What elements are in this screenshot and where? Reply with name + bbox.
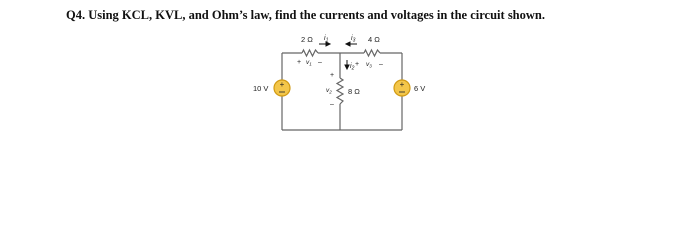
voltage-source-right [394,80,410,96]
source-plus-right: + [399,80,405,89]
label-i1: $i_1$ [324,35,329,44]
question-text: Q4. Using KCL, KVL, and Ohm’s law, find the currents and voltages in the circuit shown. [66,8,545,22]
label-v2-plus: + [330,72,335,79]
label-source-right: 6 V [414,84,426,93]
label-i3: $i_3$ [351,35,356,44]
label-v1: $v_1$ [306,59,312,67]
arrow-i3-head [346,42,350,46]
label-v2-minus: – [330,101,334,108]
label-source-left: 10 V [253,84,269,93]
resistor-r3 [364,50,380,56]
label-r2: 8 Ω [348,87,360,96]
label-v1-minus: – [318,59,322,66]
label-v2: $v_2$ [326,87,332,95]
resistor-r2 [337,78,343,104]
resistor-r1 [302,50,318,56]
label-v3-plus: + [355,61,360,68]
label-r1: 2 Ω [301,35,313,44]
label-v1-plus: + [297,59,302,66]
source-plus-left: + [279,80,285,89]
voltage-source-left [274,80,290,96]
arrow-i2-head [345,65,349,69]
label-r3: 4 Ω [368,35,380,44]
label-v3: $v_3$ [366,61,372,69]
label-v3-minus: – [379,61,383,68]
label-i2: $i_2$ [350,63,355,72]
